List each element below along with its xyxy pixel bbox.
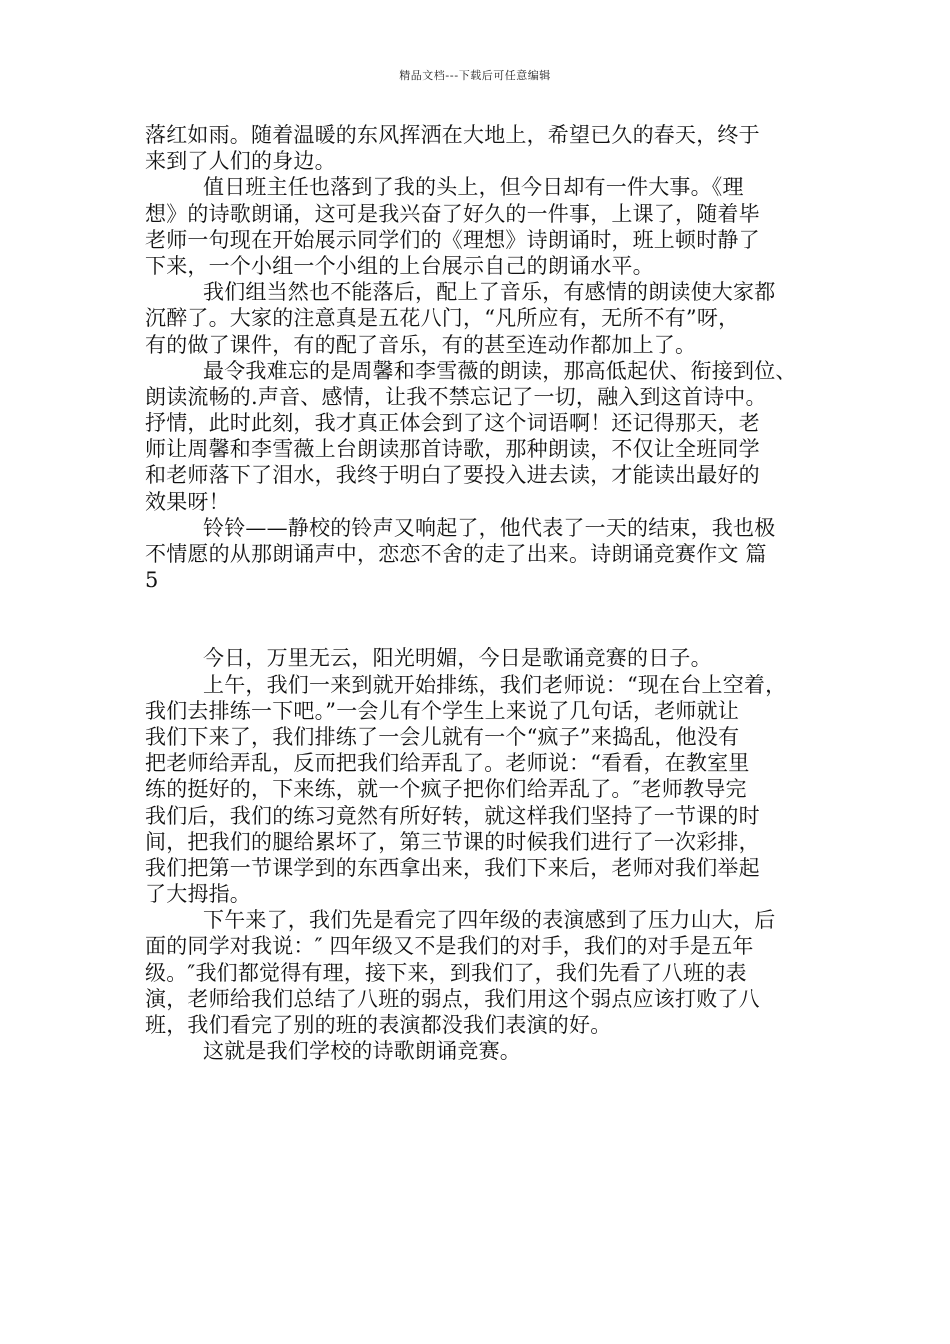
text-line: 上午，我们一来到就开始排练，我们老师说：“现在台上空着， [203, 672, 787, 697]
essay-section-2 [145, 645, 807, 1064]
text-line: 老师一句现在开始展示同学们的《理想》诗朗诵时，班上顿时静了 [145, 227, 760, 252]
text-line: 下来，一个小组一个小组的上台展示自己的朗诵水平。 [145, 253, 654, 278]
text-line: 班，我们看完了别的班的表演都没我们表演的好。 [145, 1013, 612, 1037]
text-line: 和老师落下了泪水，我终于明白了要投入进去读，才能读出最好的 [145, 463, 760, 488]
text-line: 铃铃——静校的铃声又响起了，他代表了一天的结束，我也极 [203, 515, 776, 540]
text-line: 值日班主任也落到了我的头上，但今日却有一件大事。《理 [203, 175, 744, 200]
section-gap [145, 593, 807, 645]
text-line: 想》的诗歌朗诵，这可是我兴奋了好久的一件事，上课了，随着毕 [145, 201, 760, 226]
text-line: 把老师给弄乱，反而把我们给弄乱了。老师说：“看看，在教室里 [145, 751, 750, 776]
text-line: 效果呀！ [145, 489, 230, 514]
text-line: 我们去排练一下吧。”一会儿有个学生上来说了几句话，老师就让 [145, 698, 740, 723]
text-line: 面的同学对我说：″ 四年级又不是我们的对手，我们的对手是五年 [145, 934, 754, 959]
text-line: 练的挺好的，下来练，就一个疯子把你们给弄乱了。″老师教导完 [145, 777, 747, 802]
essay-section-1 [145, 122, 807, 593]
text-line: 落红如雨。随着温暖的东风挥洒在大地上，希望已久的春天，终于 [145, 123, 760, 147]
text-line: 有的做了课件，有的配了音乐，有的甚至连动作都加上了。 [145, 332, 697, 357]
text-line: 来到了人们的身边。 [145, 149, 336, 174]
text-line: 我们把第一节课学到的东西拿出来，我们下来后，老师对我们举起 [145, 855, 760, 880]
text-line: 最令我难忘的是周馨和李雪薇的朗读，那高低起伏、衔接到位、 [203, 358, 797, 383]
text-line: 我们组当然也不能落后，配上了音乐，有感情的朗读使大家都 [203, 280, 776, 305]
text-line: 今日，万里无云，阳光明媚，今日是歌诵竞赛的日子。 [203, 646, 712, 671]
text-line: 我们下来了，我们排练了一会儿就有一个“疯子”来捣乱，他没有 [145, 724, 740, 749]
text-line: 师让周馨和李雪薇上台朗读那首诗歌，那种朗读，不仅让全班同学 [145, 437, 760, 462]
text-line: 下午来了，我们先是看完了四年级的表演感到了压力山大，后 [203, 908, 776, 933]
text-line: 我们后，我们的练习竟然有所好转，就这样我们坚持了一节课的时 [145, 803, 760, 828]
text-line: 演，老师给我们总结了八班的弱点，我们用这个弱点应该打败了八 [145, 986, 760, 1011]
page-header: 精品文档---下载后可任意编辑 [399, 69, 551, 82]
text-line: 抒情，此时此刻，我才真正体会到了这个词语啊！还记得那天，老 [145, 411, 760, 436]
text-line: 5 [145, 568, 159, 593]
text-line: 这就是我们学校的诗歌朗诵竞赛。 [203, 1039, 521, 1064]
text-line: 了大拇指。 [145, 882, 251, 907]
text-line: 不情愿的从那朗诵声中，恋恋不舍的走了出来。诗朗诵竞赛作文 篇 [145, 542, 767, 566]
text-line: 级。″我们都觉得有理，接下来，到我们了，我们先看了八班的表 [145, 960, 747, 985]
text-line: 朗读流畅的.声音、感情，让我不禁忘记了一切，融入到这首诗中。 [145, 384, 767, 409]
text-line: 间，把我们的腿给累坏了，第三节课的时候我们进行了一次彩排， [145, 829, 760, 854]
text-line: 沉醉了。大家的注意真是五花八门，“凡所应有，无所不有”呀， [145, 306, 740, 331]
document-body [145, 122, 807, 1064]
